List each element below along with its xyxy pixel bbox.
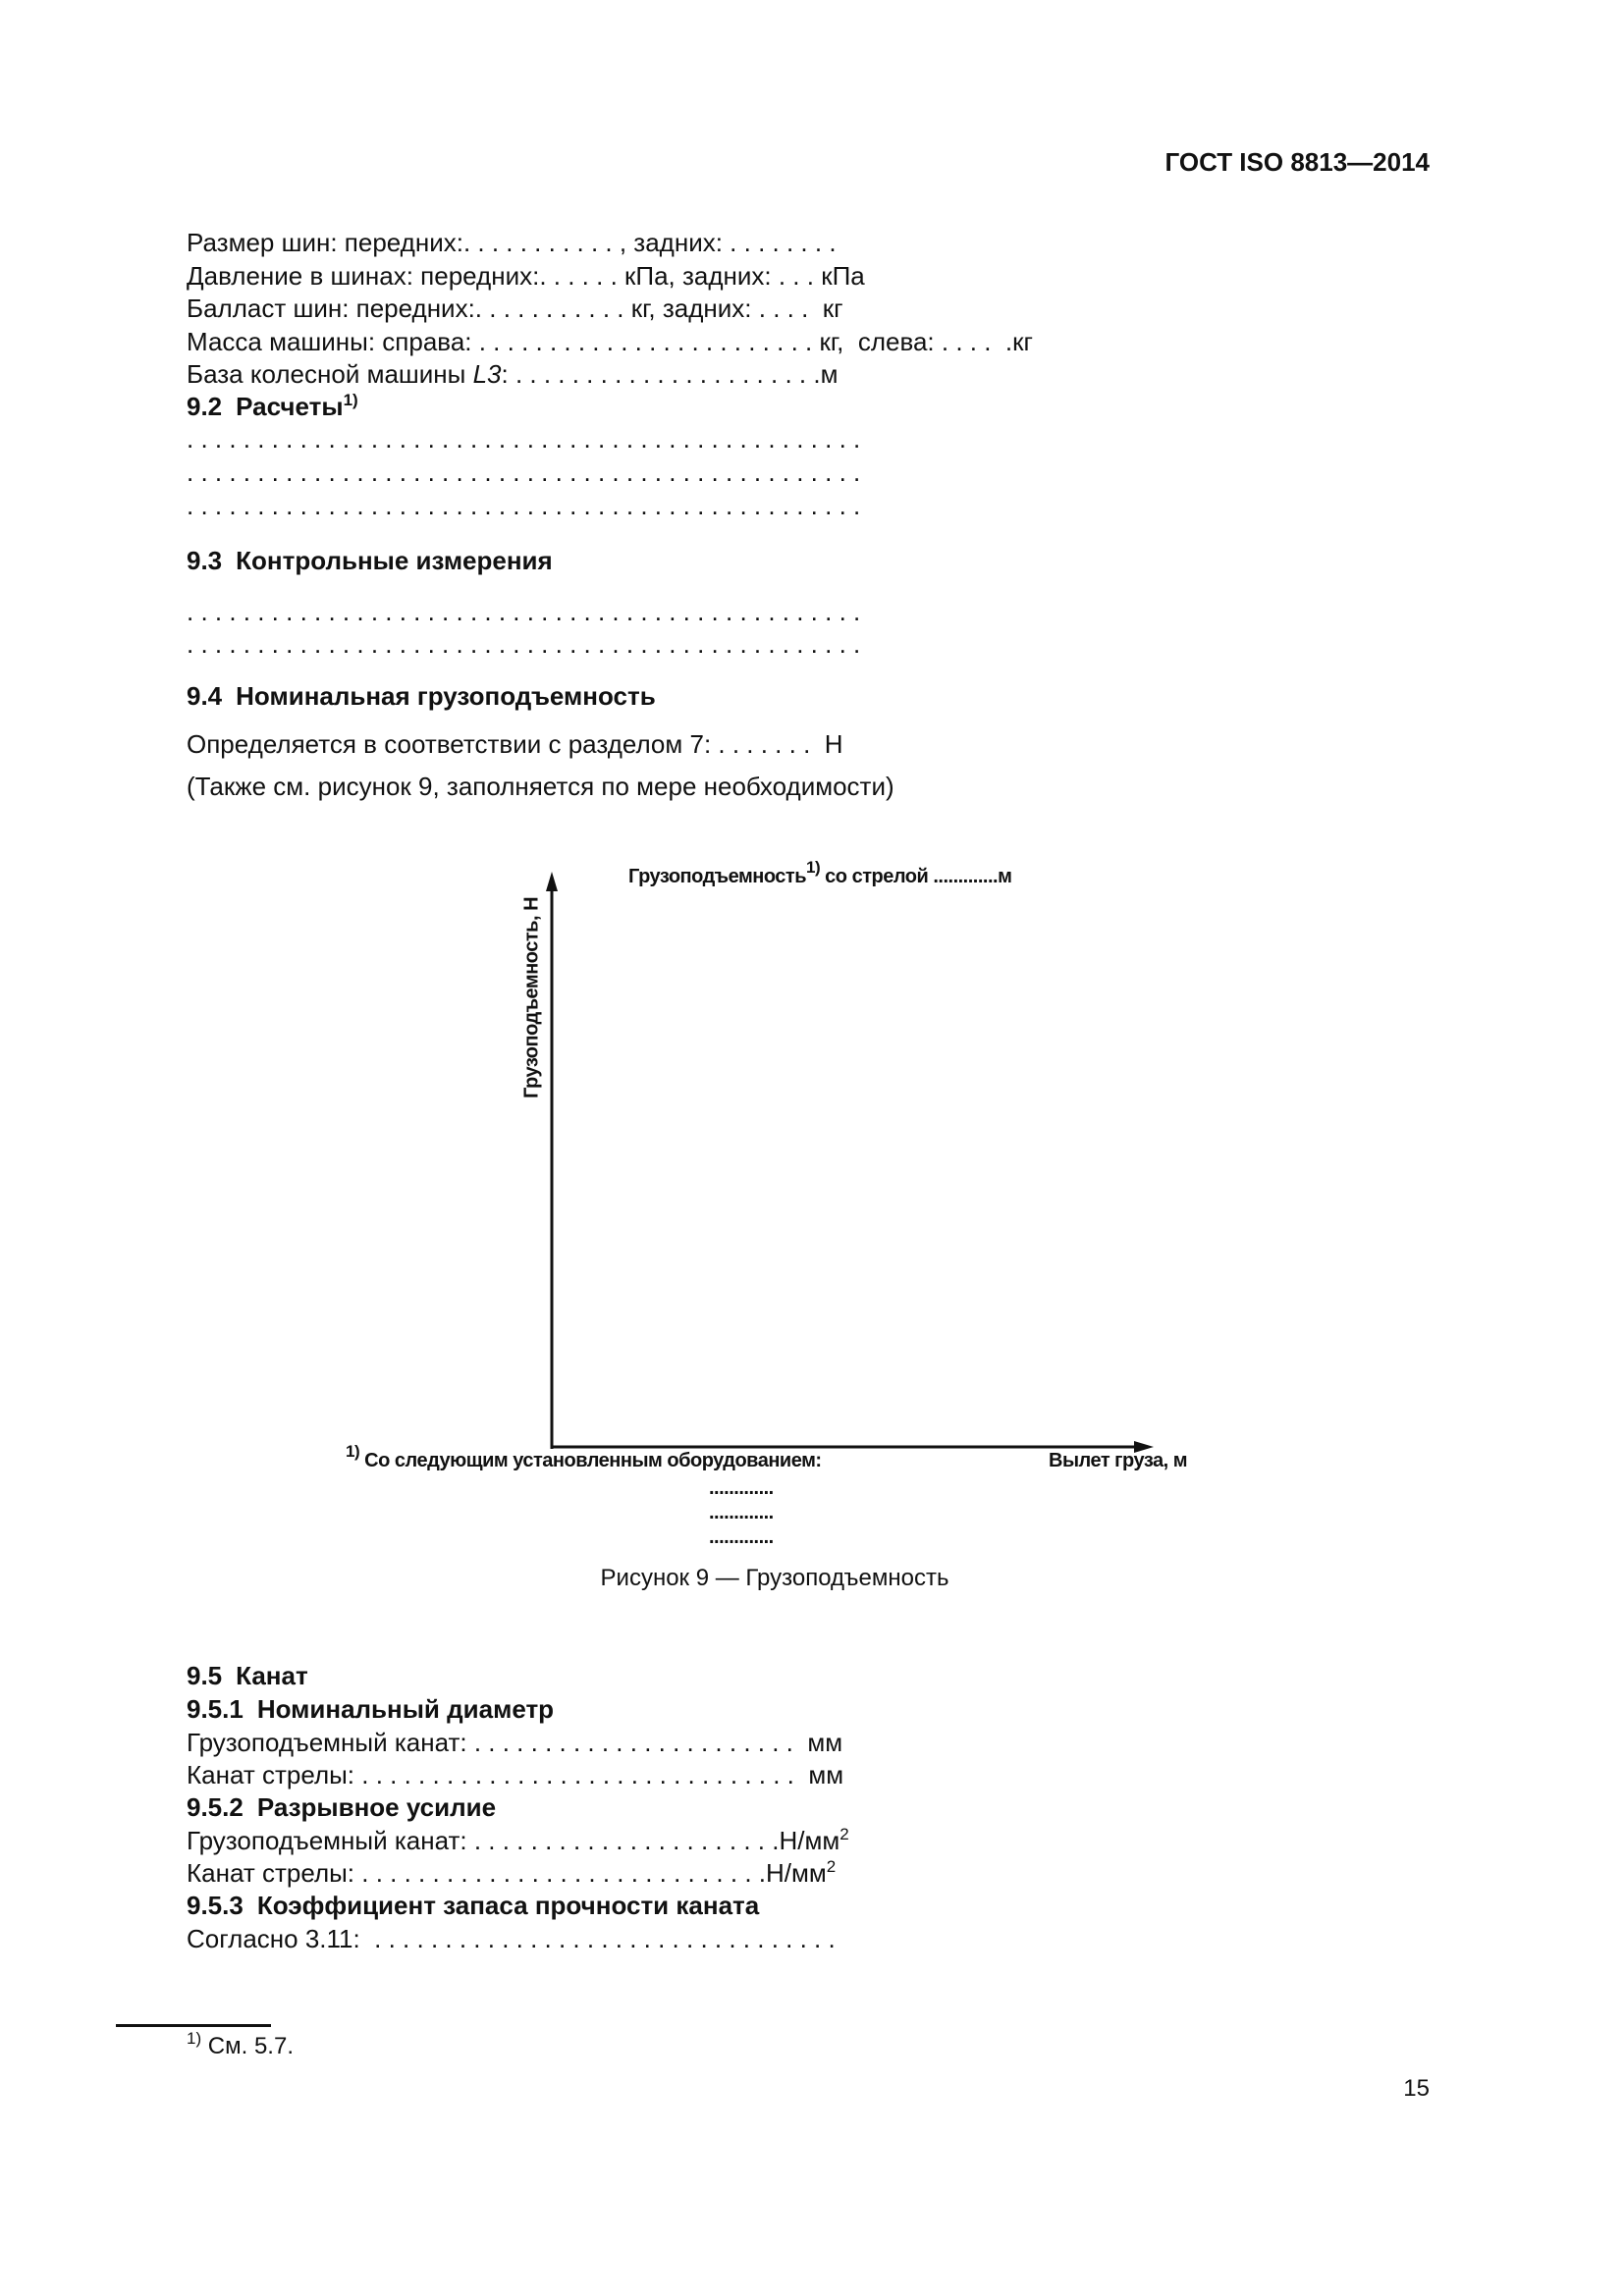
- capacity-chart-axes: [511, 864, 1168, 1472]
- footnote-separator: [116, 2024, 271, 2027]
- dotted-line: . . . . . . . . . . . . . . . . . . . . . . . . . . . . . . . . . . . . . . . . . . . . . . . .: [187, 491, 861, 520]
- param-tire-size: Размер шин: передних:. . . . . . . . . . . , задних: . . . . . . . .: [187, 228, 837, 257]
- unit-exponent: 2: [826, 1857, 837, 1876]
- section-title: Номинальная грузоподъемность: [236, 681, 656, 711]
- see-figure-text: (Также см. рисунок 9, заполняется по мере необходимости): [187, 772, 894, 801]
- rated-capacity-text: Определяется в соответствии с разделом 7: . . . . . . . Н: [187, 729, 843, 759]
- footnote-ref: 1): [806, 858, 821, 877]
- param-tire-pressure: Давление в шинах: передних:. . . . . . кПа, задних: . . . кПа: [187, 261, 865, 291]
- section-9-5-1-heading: [187, 1692, 554, 1726]
- document-id: ГОСТ ISO 8813—2014: [1164, 147, 1430, 177]
- section-number: 9.4: [187, 681, 223, 711]
- section-9-5-3-heading: [187, 1889, 759, 1922]
- dotted-line: . . . . . . . . . . . . . . . . . . . . . . . . . . . . . . . . . . . . . . . . . . . . . . . .: [187, 424, 861, 454]
- footnote-ref: 1): [343, 391, 358, 409]
- section-9-5-2-heading: [187, 1790, 496, 1824]
- param-machine-mass: Масса машины: справа: . . . . . . . . . . . . . . . . . . . . . . . . кг, слева: . . . . .кг: [187, 327, 1033, 356]
- section-number: 9.2: [187, 392, 223, 421]
- figure-top-label-a: Грузоподъемность: [628, 866, 806, 887]
- section-number: 9.5.2: [187, 1792, 244, 1822]
- hoist-rope-breaking-force: [187, 1824, 849, 1857]
- param-wheelbase: [187, 357, 838, 391]
- section-9-4-heading: [187, 679, 656, 713]
- section-number: 9.3: [187, 546, 223, 575]
- section-title: Номинальный диаметр: [256, 1694, 555, 1724]
- boom-rope-diameter: Канат стрелы: . . . . . . . . . . . . . . . . . . . . . . . . . . . . . . . мм: [187, 1760, 844, 1789]
- section-title: Расчеты: [236, 392, 344, 421]
- section-9-2-heading: [187, 390, 358, 423]
- footnote-ref: 1): [346, 1442, 360, 1461]
- footnote-mark: 1): [187, 2029, 202, 2048]
- figure-caption: Рисунок 9 — Грузоподъемность: [600, 1565, 949, 1591]
- footnote: [187, 2030, 294, 2063]
- dotted-line: . . . . . . . . . . . . . . . . . . . . . . . . . . . . . . . . . . . . . . . . . . . . . . . .: [187, 629, 861, 659]
- y-axis-label: Грузоподъемность, Н: [520, 896, 543, 1099]
- section-number: 9.5: [187, 1661, 223, 1690]
- section-number: 9.5.1: [187, 1694, 244, 1724]
- page-number: 15: [1403, 2075, 1430, 2102]
- equipment-note-text: Со следующим установленным оборудованием:: [359, 1450, 822, 1471]
- x-axis-label: Вылет груза, м: [1049, 1450, 1188, 1471]
- equipment-note: [346, 1442, 822, 1472]
- boom-rope-breaking-force-text: Канат стрелы: . . . . . . . . . . . . . . . . . . . . . . . . . . . . .Н/мм: [187, 1858, 827, 1888]
- param-tire-ballast: Балласт шин: передних:. . . . . . . . . . . кг, задних: . . . . кг: [187, 294, 843, 323]
- section-number: 9.5.3: [187, 1891, 244, 1920]
- wheelbase-prefix: База колесной машины: [187, 359, 473, 389]
- unit-exponent: 2: [839, 1825, 849, 1843]
- section-title: Контрольные измерения: [236, 546, 553, 575]
- hoist-rope-breaking-force-text: Грузоподъемный канат: . . . . . . . . . . . . . . . . . . . . . .Н/мм: [187, 1826, 840, 1855]
- equipment-dotted-line: .............: [709, 1502, 774, 1523]
- boom-rope-breaking-force: [187, 1856, 836, 1890]
- equipment-dotted-line: .............: [709, 1477, 774, 1499]
- footnote-text: См. 5.7.: [201, 2033, 294, 2059]
- section-9-5-heading: [187, 1659, 308, 1692]
- y-axis-arrow: [546, 872, 558, 891]
- section-title: Коэффициент запаса прочности каната: [256, 1891, 760, 1920]
- section-9-3-heading: [187, 544, 553, 577]
- hoist-rope-diameter: Грузоподъемный канат: . . . . . . . . . . . . . . . . . . . . . . . мм: [187, 1728, 843, 1757]
- dotted-line: . . . . . . . . . . . . . . . . . . . . . . . . . . . . . . . . . . . . . . . . . . . . . . . .: [187, 457, 861, 487]
- figure-top-label-b: со стрелой .............м: [820, 866, 1012, 887]
- wheelbase-symbol: L3: [472, 359, 502, 389]
- section-title: Канат: [236, 1661, 308, 1690]
- section-title: Разрывное усилие: [256, 1792, 497, 1822]
- rope-safety-factor: Согласно 3.11: . . . . . . . . . . . . . . . . . . . . . . . . . . . . . . . . .: [187, 1924, 836, 1953]
- wheelbase-suffix: : . . . . . . . . . . . . . . . . . . . . . .м: [501, 359, 839, 389]
- equipment-dotted-line: .............: [709, 1526, 774, 1548]
- dotted-line: . . . . . . . . . . . . . . . . . . . . . . . . . . . . . . . . . . . . . . . . . . . . . . . .: [187, 597, 861, 626]
